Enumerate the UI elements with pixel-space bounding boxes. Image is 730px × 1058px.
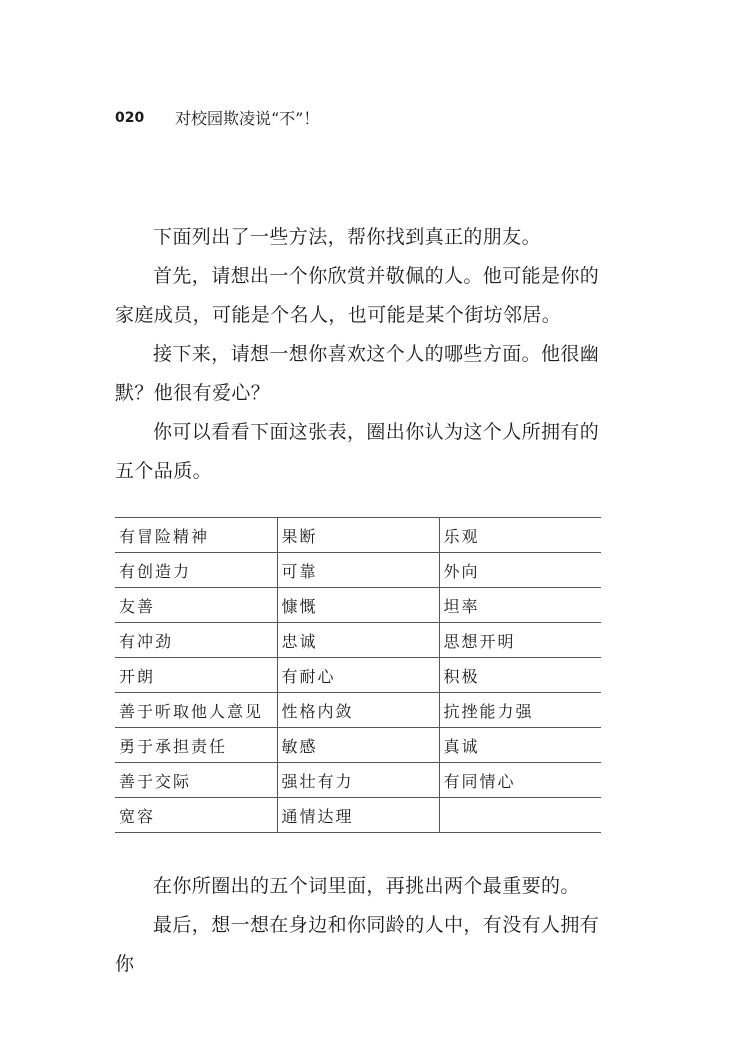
table-cell: 有冒险精神 — [115, 518, 277, 553]
table-row — [115, 588, 601, 623]
table-cell: 思想开明 — [439, 623, 601, 658]
table-cell: 勇于承担责任 — [115, 728, 277, 763]
table-cell: 可靠 — [277, 553, 439, 588]
table-row — [115, 623, 601, 658]
table-row — [115, 798, 601, 833]
table-row — [115, 728, 601, 763]
table-cell: 外向 — [439, 553, 601, 588]
paragraph: 最后，想一想在身边和你同龄的人中，有没有人拥有你 — [115, 914, 600, 975]
qualities-table — [115, 517, 601, 833]
table-cell: 性格内敛 — [277, 693, 439, 728]
table-cell: 开朗 — [115, 658, 277, 693]
paragraph: 下面列出了一些方法，帮你找到真正的朋友。 — [153, 226, 542, 248]
table-cell: 忠诚 — [277, 623, 439, 658]
table-cell: 强壮有力 — [277, 763, 439, 798]
table-cell: 有冲劲 — [115, 623, 277, 658]
table-cell: 积极 — [439, 658, 601, 693]
table-cell: 乐观 — [439, 518, 601, 553]
table-cell: 善于交际 — [115, 763, 277, 798]
table-cell: 真诚 — [439, 728, 601, 763]
table-cell: 敏感 — [277, 728, 439, 763]
body-text-bottom — [115, 867, 601, 984]
table-cell: 果断 — [277, 518, 439, 553]
table-cell: 通情达理 — [277, 798, 439, 833]
running-header — [115, 106, 319, 129]
table-row — [115, 763, 601, 798]
table-cell: 有创造力 — [115, 553, 277, 588]
table-cell: 善于听取他人意见 — [115, 693, 277, 728]
table-cell: 有耐心 — [277, 658, 439, 693]
table-cell: 抗挫能力强 — [439, 693, 601, 728]
table-cell: 宽容 — [115, 798, 277, 833]
paragraph: 你可以看看下面这张表，圈出你认为这个人所拥有的五个品质。 — [115, 421, 600, 482]
paragraph: 首先，请想出一个你欣赏并敬佩的人。他可能是你的家庭成员，可能是个名人，也可能是某个街坊邻居。 — [115, 265, 600, 326]
paragraph: 在你所圈出的五个词里面，再挑出两个最重要的。 — [153, 875, 580, 897]
table-cell — [439, 798, 601, 833]
running-title: 对校园欺凌说“不”！ — [175, 109, 320, 128]
table-cell: 坦率 — [439, 588, 601, 623]
table-row — [115, 518, 601, 553]
table-row — [115, 658, 601, 693]
table-row — [115, 553, 601, 588]
table-cell: 有同情心 — [439, 763, 601, 798]
body-text-top — [115, 218, 601, 491]
table-cell: 慷慨 — [277, 588, 439, 623]
table-row — [115, 693, 601, 728]
table-cell: 友善 — [115, 588, 277, 623]
paragraph: 接下来，请想一想你喜欢这个人的哪些方面。他很幽默？他很有爱心？ — [115, 343, 600, 404]
page-number: 020 — [115, 109, 145, 126]
